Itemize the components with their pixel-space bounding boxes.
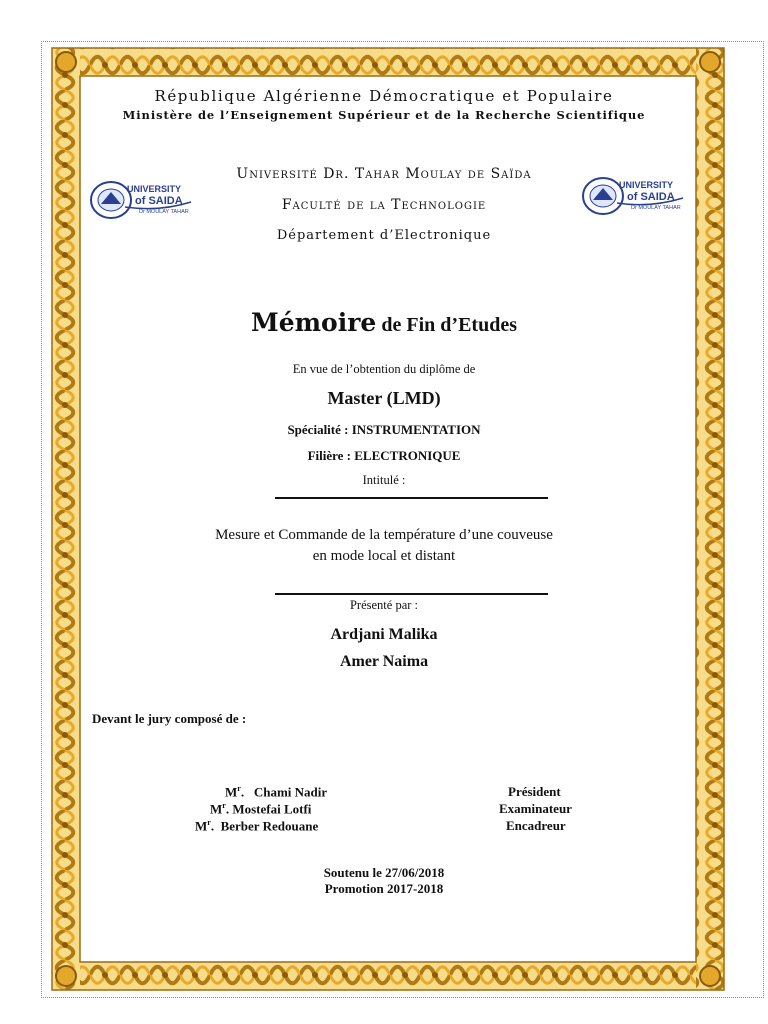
promotion-years: Promotion 2017-2018 [324, 881, 444, 896]
defense-date: Soutenu le 27/06/2018 [323, 865, 445, 880]
logo-text-line1: UNIVERSITY [127, 184, 182, 194]
subject-line-1: Mesure et Commande de la température d’une couveuse [215, 527, 553, 543]
degree-name: Master (LMD) [327, 388, 441, 408]
author-2: Amer Naima [339, 653, 429, 670]
jury-member-3: $M^r$. Berber Redouane [195, 818, 319, 834]
rule-top [275, 497, 548, 499]
department-name: Département d’Electronique [276, 228, 492, 243]
logo-text-line3: Dr MOULAY TAHAR [631, 205, 681, 211]
jury-member-name: Berber Redouane [220, 818, 319, 834]
jury-member-1: $M^r$. Chami Nadir [225, 784, 328, 800]
rule-bottom [275, 593, 548, 595]
jury-member-title-sup: r [237, 784, 241, 793]
ministry-heading: Ministère de l’Enseignement Supérieur et de la Recherche Scientifique [122, 108, 646, 122]
logo-text-line2: of SAIDA [627, 191, 675, 203]
author-1: Ardjani Malika [330, 626, 438, 643]
field-line: Filière : ELECTRONIQUE [307, 448, 461, 463]
republic-heading: République Algérienne Démocratique et Populaire [154, 87, 614, 105]
jury-member-title-sup: r [207, 818, 211, 827]
logo-text-line2: of SAIDA [135, 195, 183, 207]
jury-member-title: M [210, 801, 223, 817]
jury-member-3-role: Encadreur [506, 818, 566, 833]
jury-member-1-role: Président [508, 784, 561, 799]
jury-member-name: Chami Nadir [253, 784, 328, 800]
university-name: Université Dr. Tahar Moulay de Saïda [236, 166, 532, 182]
subject-line-2: en mode local et distant [312, 548, 456, 564]
jury-member-title-sup: r [222, 801, 226, 810]
jury-member-2-role: Examinateur [499, 801, 572, 816]
presented-by-label: Présenté par : [349, 598, 419, 612]
title-rest: de Fin d’Etudes [381, 314, 517, 336]
jury-intro: Devant le jury composé de : [92, 711, 247, 726]
faculty-name: Faculté de la Technologie [281, 197, 487, 213]
obtention-line: En vue de l’obtention du diplôme de [292, 362, 476, 376]
logo-text-line3: Dr MOULAY TAHAR [139, 209, 189, 215]
thesis-title [0, 308, 768, 337]
jury-member-title: M [225, 784, 238, 800]
title-main: Mémoire [251, 308, 377, 337]
jury-member-2: $M^r$. Mostefai Lotfi [210, 801, 312, 817]
logo-text-line1: UNIVERSITY [619, 180, 674, 190]
intitule-label: Intitulé : [362, 473, 406, 487]
speciality-line: Spécialité : INSTRUMENTATION [287, 422, 481, 437]
jury-member-title: M [195, 818, 208, 834]
jury-member-name: Mostefai Lotfi [232, 801, 312, 817]
